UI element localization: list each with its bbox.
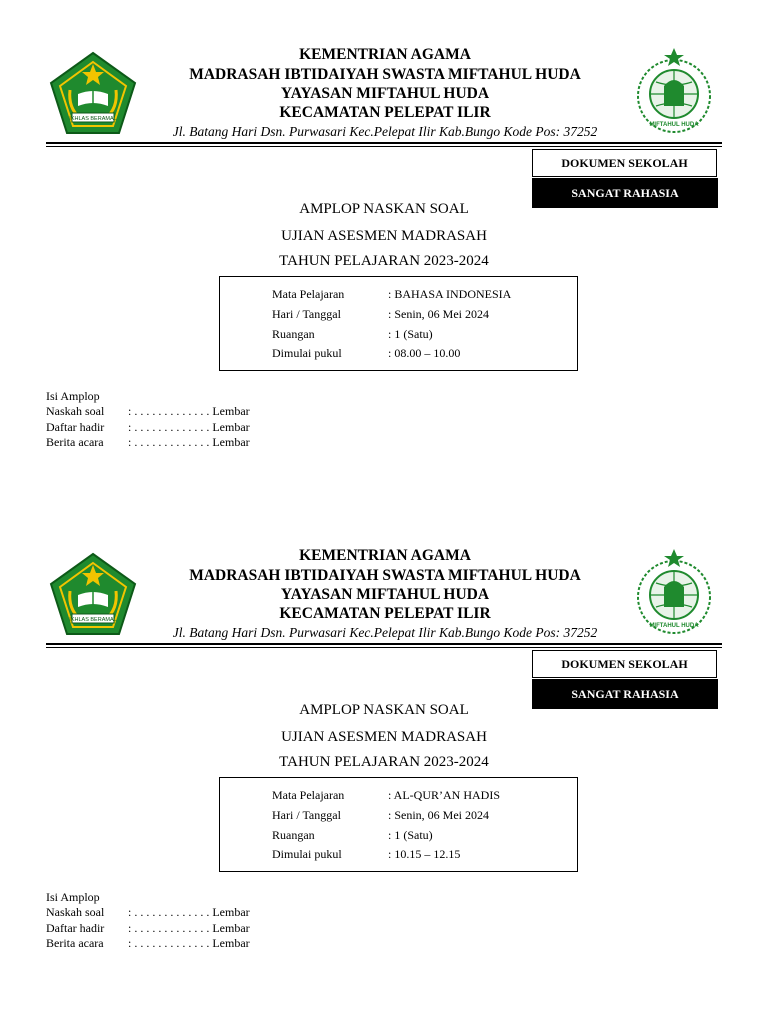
miftahul-huda-emblem-icon xyxy=(628,547,720,639)
info-label: Dimulai pukul xyxy=(272,346,342,360)
stamp-confidential-label: SANGAT RAHASIA xyxy=(532,178,718,208)
list-item xyxy=(46,435,306,450)
right-logo-name: MIFTAHUL HUDA xyxy=(649,122,699,128)
exam-info-box xyxy=(219,276,578,371)
info-label: Mata Pelajaran xyxy=(272,788,345,802)
envelope-title: AMPLOP NASKAN SOAL xyxy=(299,201,469,217)
info-value: : 1 (Satu) xyxy=(388,828,433,842)
info-value: : Senin, 06 Mei 2024 xyxy=(388,307,489,321)
info-label: Mata Pelajaran xyxy=(272,287,345,301)
contents-label: Berita acara xyxy=(46,935,104,950)
contents-value: : . . . . . . . . . . . . . Lembar xyxy=(128,905,250,920)
header-divider-thin xyxy=(46,146,722,147)
academic-year: TAHUN PELAJARAN 2023-2024 xyxy=(279,754,489,770)
contents-value: : . . . . . . . . . . . . . Lembar xyxy=(128,920,250,935)
stamp-document-label: DOKUMEN SEKOLAH xyxy=(532,149,717,177)
info-label: Hari / Tanggal xyxy=(272,307,341,321)
contents-value: : . . . . . . . . . . . . . Lembar xyxy=(128,404,250,419)
miftahul-huda-emblem-icon xyxy=(628,46,720,138)
contents-heading: Isi Amplop xyxy=(46,389,100,403)
header-foundation: YAYASAN MIFTAHUL HUDA xyxy=(280,85,490,102)
header-divider-thick xyxy=(46,643,722,645)
info-value: : 10.15 – 12.15 xyxy=(388,847,461,861)
kemenag-emblem-icon xyxy=(48,50,138,136)
contents-value: : . . . . . . . . . . . . . Lembar xyxy=(128,419,250,434)
left-logo-motto: IKHLAS BERAMAL xyxy=(69,617,117,623)
list-item xyxy=(46,905,306,920)
envelope-2 xyxy=(0,543,768,1013)
header-ministry: KEMENTRIAN AGAMA xyxy=(299,46,471,63)
info-value: : 1 (Satu) xyxy=(388,327,433,341)
list-item xyxy=(46,921,306,936)
contents-label: Naskah soal xyxy=(46,404,105,419)
contents-label: Daftar hadir xyxy=(46,419,105,434)
info-label: Hari / Tanggal xyxy=(272,808,341,822)
envelope-contents xyxy=(46,890,306,951)
contents-label: Berita acara xyxy=(46,434,104,449)
envelope-1 xyxy=(0,42,768,512)
info-label: Dimulai pukul xyxy=(272,847,342,861)
header-foundation: YAYASAN MIFTAHUL HUDA xyxy=(280,586,490,603)
contents-value: : . . . . . . . . . . . . . Lembar xyxy=(128,434,250,449)
list-item xyxy=(46,404,306,419)
academic-year: TAHUN PELAJARAN 2023-2024 xyxy=(279,253,489,269)
info-value: : BAHASA INDONESIA xyxy=(388,287,512,301)
contents-label: Naskah soal xyxy=(46,905,105,920)
exam-title: UJIAN ASESMEN MADRASAH xyxy=(281,729,487,745)
contents-label: Daftar hadir xyxy=(46,920,105,935)
header-school-name: MADRASAH IBTIDAIYAH SWASTA MIFTAHUL HUDA xyxy=(189,66,581,83)
header-ministry: KEMENTRIAN AGAMA xyxy=(299,547,471,564)
header-address: Jl. Batang Hari Dsn. Purwasari Kec.Pelepat Ilir Kab.Bungo Kode Pos: 37252 xyxy=(172,625,598,640)
contents-heading: Isi Amplop xyxy=(46,890,100,904)
contents-value: : . . . . . . . . . . . . . Lembar xyxy=(128,935,250,950)
header-divider-thin xyxy=(46,647,722,648)
exam-info-box xyxy=(219,777,578,872)
info-label: Ruangan xyxy=(272,828,315,842)
info-value: : AL-QUR’AN HADIS xyxy=(388,788,500,802)
kemenag-emblem-icon xyxy=(48,551,138,637)
stamp-document-label: DOKUMEN SEKOLAH xyxy=(532,650,717,678)
header-district: KECAMATAN PELEPAT ILIR xyxy=(279,605,491,622)
right-logo-name: MIFTAHUL HUDA xyxy=(649,623,699,629)
header-school-name: MADRASAH IBTIDAIYAH SWASTA MIFTAHUL HUDA xyxy=(189,567,581,584)
header-divider-thick xyxy=(46,142,722,144)
info-value: : 08.00 – 10.00 xyxy=(388,346,461,360)
envelope-title: AMPLOP NASKAN SOAL xyxy=(299,702,469,718)
list-item xyxy=(46,936,306,951)
header-district: KECAMATAN PELEPAT ILIR xyxy=(279,104,491,121)
list-item xyxy=(46,420,306,435)
header-address: Jl. Batang Hari Dsn. Purwasari Kec.Pelepat Ilir Kab.Bungo Kode Pos: 37252 xyxy=(172,124,598,139)
info-label: Ruangan xyxy=(272,327,315,341)
exam-title: UJIAN ASESMEN MADRASAH xyxy=(281,228,487,244)
info-value: : Senin, 06 Mei 2024 xyxy=(388,808,489,822)
stamp-confidential-label: SANGAT RAHASIA xyxy=(532,679,718,709)
envelope-contents xyxy=(46,389,306,450)
left-logo-motto: IKHLAS BERAMAL xyxy=(69,116,117,122)
